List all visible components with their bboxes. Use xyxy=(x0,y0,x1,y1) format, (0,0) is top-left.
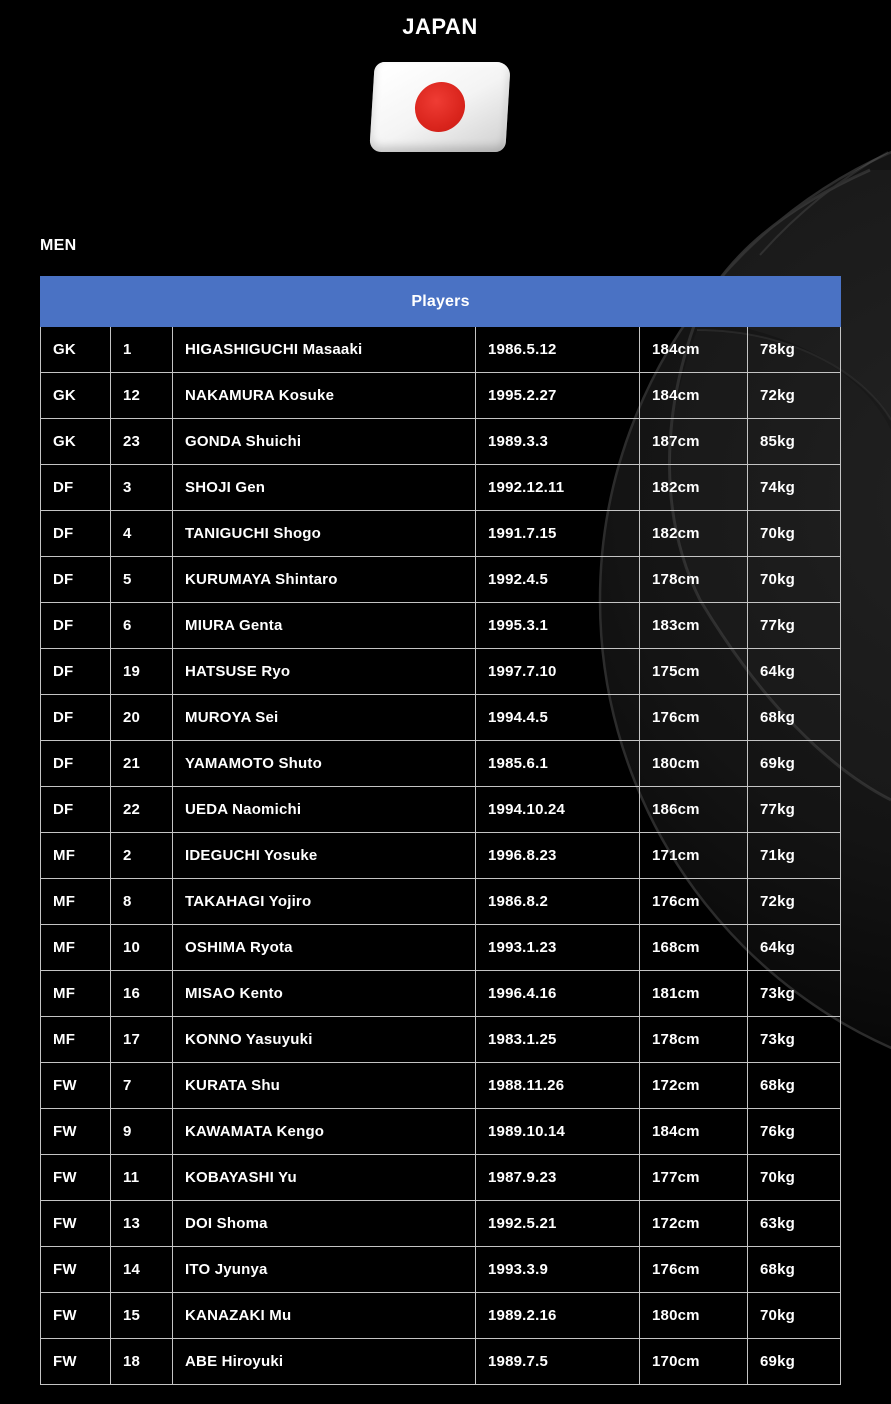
cell-birthdate: 1989.3.3 xyxy=(476,419,640,465)
cell-weight: 70kg xyxy=(748,1293,841,1339)
cell-position: MF xyxy=(41,1017,111,1063)
cell-name: UEDA Naomichi xyxy=(173,787,476,833)
table-row xyxy=(41,925,841,971)
cell-number: 12 xyxy=(111,373,173,419)
table-row xyxy=(41,879,841,925)
table-row xyxy=(41,1247,841,1293)
cell-birthdate: 1994.10.24 xyxy=(476,787,640,833)
cell-number: 6 xyxy=(111,603,173,649)
cell-height: 176cm xyxy=(640,879,748,925)
cell-position: FW xyxy=(41,1109,111,1155)
cell-weight: 70kg xyxy=(748,557,841,603)
cell-height: 183cm xyxy=(640,603,748,649)
cell-birthdate: 1996.8.23 xyxy=(476,833,640,879)
cell-number: 16 xyxy=(111,971,173,1017)
table-row xyxy=(41,1155,841,1201)
cell-weight: 69kg xyxy=(748,1339,841,1385)
cell-weight: 70kg xyxy=(748,1155,841,1201)
cell-birthdate: 1989.7.5 xyxy=(476,1339,640,1385)
cell-weight: 64kg xyxy=(748,649,841,695)
cell-birthdate: 1986.8.2 xyxy=(476,879,640,925)
cell-number: 9 xyxy=(111,1109,173,1155)
cell-position: DF xyxy=(41,787,111,833)
cell-weight: 68kg xyxy=(748,1247,841,1293)
cell-weight: 73kg xyxy=(748,1017,841,1063)
cell-weight: 72kg xyxy=(748,373,841,419)
cell-weight: 69kg xyxy=(748,741,841,787)
japan-flag-icon xyxy=(369,62,511,152)
cell-weight: 76kg xyxy=(748,1109,841,1155)
cell-weight: 77kg xyxy=(748,603,841,649)
cell-height: 184cm xyxy=(640,1109,748,1155)
cell-height: 178cm xyxy=(640,557,748,603)
cell-height: 180cm xyxy=(640,1293,748,1339)
cell-name: ABE Hiroyuki xyxy=(173,1339,476,1385)
cell-name: GONDA Shuichi xyxy=(173,419,476,465)
cell-height: 168cm xyxy=(640,925,748,971)
cell-position: DF xyxy=(41,649,111,695)
cell-name: KANAZAKI Mu xyxy=(173,1293,476,1339)
cell-number: 14 xyxy=(111,1247,173,1293)
players-table xyxy=(40,276,841,1385)
cell-name: KAWAMATA Kengo xyxy=(173,1109,476,1155)
cell-position: FW xyxy=(41,1063,111,1109)
cell-height: 170cm xyxy=(640,1339,748,1385)
cell-position: FW xyxy=(41,1201,111,1247)
table-row xyxy=(41,327,841,373)
cell-birthdate: 1986.5.12 xyxy=(476,327,640,373)
cell-name: KURATA Shu xyxy=(173,1063,476,1109)
cell-birthdate: 1989.2.16 xyxy=(476,1293,640,1339)
cell-weight: 63kg xyxy=(748,1201,841,1247)
table-row xyxy=(41,511,841,557)
cell-weight: 85kg xyxy=(748,419,841,465)
cell-height: 176cm xyxy=(640,695,748,741)
cell-weight: 77kg xyxy=(748,787,841,833)
table-row xyxy=(41,649,841,695)
cell-weight: 78kg xyxy=(748,327,841,373)
cell-birthdate: 1989.10.14 xyxy=(476,1109,640,1155)
cell-name: KURUMAYA Shintaro xyxy=(173,557,476,603)
cell-birthdate: 1983.1.25 xyxy=(476,1017,640,1063)
cell-number: 15 xyxy=(111,1293,173,1339)
table-row xyxy=(41,1109,841,1155)
cell-height: 180cm xyxy=(640,741,748,787)
players-table-title: Players xyxy=(41,277,841,327)
table-row xyxy=(41,465,841,511)
cell-number: 17 xyxy=(111,1017,173,1063)
cell-name: YAMAMOTO Shuto xyxy=(173,741,476,787)
table-row xyxy=(41,1339,841,1385)
cell-name: HATSUSE Ryo xyxy=(173,649,476,695)
cell-weight: 68kg xyxy=(748,1063,841,1109)
cell-name: DOI Shoma xyxy=(173,1201,476,1247)
cell-number: 1 xyxy=(111,327,173,373)
cell-height: 184cm xyxy=(640,373,748,419)
players-table-body xyxy=(41,327,841,1385)
cell-number: 21 xyxy=(111,741,173,787)
cell-height: 181cm xyxy=(640,971,748,1017)
table-row xyxy=(41,557,841,603)
cell-number: 23 xyxy=(111,419,173,465)
cell-height: 187cm xyxy=(640,419,748,465)
cell-height: 182cm xyxy=(640,465,748,511)
cell-number: 19 xyxy=(111,649,173,695)
cell-position: GK xyxy=(41,327,111,373)
cell-position: FW xyxy=(41,1155,111,1201)
cell-position: DF xyxy=(41,741,111,787)
cell-name: OSHIMA Ryota xyxy=(173,925,476,971)
cell-birthdate: 1992.4.5 xyxy=(476,557,640,603)
cell-weight: 71kg xyxy=(748,833,841,879)
cell-height: 171cm xyxy=(640,833,748,879)
table-row xyxy=(41,741,841,787)
cell-number: 7 xyxy=(111,1063,173,1109)
cell-height: 177cm xyxy=(640,1155,748,1201)
cell-number: 13 xyxy=(111,1201,173,1247)
cell-height: 184cm xyxy=(640,327,748,373)
table-row xyxy=(41,833,841,879)
cell-position: DF xyxy=(41,465,111,511)
cell-position: MF xyxy=(41,833,111,879)
page-content xyxy=(40,0,840,1385)
cell-weight: 64kg xyxy=(748,925,841,971)
cell-position: FW xyxy=(41,1247,111,1293)
cell-name: ITO Jyunya xyxy=(173,1247,476,1293)
cell-name: MISAO Kento xyxy=(173,971,476,1017)
table-row xyxy=(41,1063,841,1109)
cell-birthdate: 1992.12.11 xyxy=(476,465,640,511)
cell-position: MF xyxy=(41,971,111,1017)
table-row xyxy=(41,971,841,1017)
cell-name: SHOJI Gen xyxy=(173,465,476,511)
cell-position: DF xyxy=(41,603,111,649)
cell-birthdate: 1993.3.9 xyxy=(476,1247,640,1293)
cell-position: DF xyxy=(41,511,111,557)
cell-weight: 70kg xyxy=(748,511,841,557)
cell-position: MF xyxy=(41,879,111,925)
cell-birthdate: 1995.2.27 xyxy=(476,373,640,419)
cell-birthdate: 1997.7.10 xyxy=(476,649,640,695)
cell-number: 3 xyxy=(111,465,173,511)
cell-position: GK xyxy=(41,373,111,419)
cell-height: 175cm xyxy=(640,649,748,695)
cell-number: 20 xyxy=(111,695,173,741)
flag-red-circle xyxy=(413,82,466,132)
cell-position: MF xyxy=(41,925,111,971)
cell-birthdate: 1993.1.23 xyxy=(476,925,640,971)
cell-name: HIGASHIGUCHI Masaaki xyxy=(173,327,476,373)
cell-position: GK xyxy=(41,419,111,465)
table-row xyxy=(41,1017,841,1063)
cell-name: TANIGUCHI Shogo xyxy=(173,511,476,557)
cell-number: 5 xyxy=(111,557,173,603)
table-row xyxy=(41,419,841,465)
cell-height: 172cm xyxy=(640,1201,748,1247)
cell-name: MUROYA Sei xyxy=(173,695,476,741)
cell-name: IDEGUCHI Yosuke xyxy=(173,833,476,879)
cell-position: FW xyxy=(41,1339,111,1385)
cell-number: 18 xyxy=(111,1339,173,1385)
cell-birthdate: 1994.4.5 xyxy=(476,695,640,741)
table-row xyxy=(41,373,841,419)
cell-height: 176cm xyxy=(640,1247,748,1293)
cell-number: 10 xyxy=(111,925,173,971)
cell-number: 2 xyxy=(111,833,173,879)
cell-birthdate: 1991.7.15 xyxy=(476,511,640,557)
cell-birthdate: 1988.11.26 xyxy=(476,1063,640,1109)
cell-position: FW xyxy=(41,1293,111,1339)
cell-weight: 74kg xyxy=(748,465,841,511)
cell-weight: 68kg xyxy=(748,695,841,741)
cell-number: 8 xyxy=(111,879,173,925)
cell-name: MIURA Genta xyxy=(173,603,476,649)
page-title: JAPAN xyxy=(402,14,478,39)
table-row xyxy=(41,603,841,649)
cell-height: 186cm xyxy=(640,787,748,833)
cell-birthdate: 1987.9.23 xyxy=(476,1155,640,1201)
cell-position: DF xyxy=(41,695,111,741)
cell-birthdate: 1995.3.1 xyxy=(476,603,640,649)
cell-number: 11 xyxy=(111,1155,173,1201)
cell-birthdate: 1992.5.21 xyxy=(476,1201,640,1247)
table-row xyxy=(41,787,841,833)
cell-name: KOBAYASHI Yu xyxy=(173,1155,476,1201)
cell-number: 4 xyxy=(111,511,173,557)
section-label-men: MEN xyxy=(40,237,77,254)
table-row xyxy=(41,1293,841,1339)
cell-name: TAKAHAGI Yojiro xyxy=(173,879,476,925)
cell-weight: 72kg xyxy=(748,879,841,925)
cell-birthdate: 1985.6.1 xyxy=(476,741,640,787)
cell-number: 22 xyxy=(111,787,173,833)
table-row xyxy=(41,1201,841,1247)
cell-height: 182cm xyxy=(640,511,748,557)
cell-name: NAKAMURA Kosuke xyxy=(173,373,476,419)
cell-name: KONNO Yasuyuki xyxy=(173,1017,476,1063)
cell-height: 178cm xyxy=(640,1017,748,1063)
cell-position: DF xyxy=(41,557,111,603)
table-row xyxy=(41,695,841,741)
cell-height: 172cm xyxy=(640,1063,748,1109)
cell-birthdate: 1996.4.16 xyxy=(476,971,640,1017)
players-table-header-row xyxy=(41,277,841,327)
cell-weight: 73kg xyxy=(748,971,841,1017)
